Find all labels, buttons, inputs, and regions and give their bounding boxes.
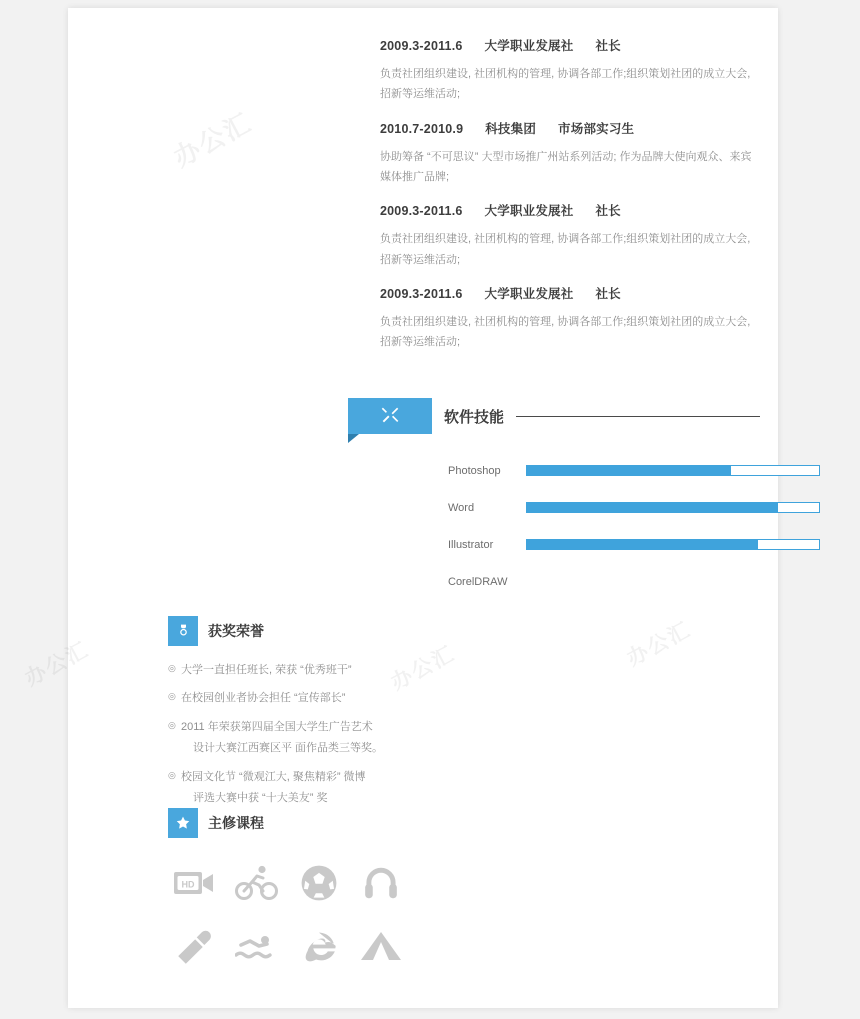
honors-section-header (168, 616, 398, 646)
hobby-icon-row (172, 924, 408, 970)
experience-date: 2009.3-2011.6 (380, 39, 463, 53)
honor-text-cont: 评选大赛中获 “十大美友” 奖 (193, 792, 328, 805)
experience-heading (380, 119, 760, 137)
honor-text-cont: 设计大赛江西赛区平 面作品类三等奖。 (193, 742, 384, 755)
honor-text: 大学一直担任班长, 荣获 “优秀班干” (181, 664, 352, 676)
skill-name: Photoshop (448, 464, 501, 477)
cycling-icon (234, 860, 280, 906)
courses-section-header (168, 808, 264, 838)
courses-section-title: 主修课程 (208, 815, 264, 831)
skill-name: Illustrator (448, 538, 494, 551)
microphone-icon (172, 924, 218, 970)
experience-item (380, 284, 760, 353)
skills-banner-rule (516, 416, 760, 417)
watermark: 办公汇 (21, 637, 94, 691)
experience-item (380, 36, 760, 105)
experience-description: 协助筹备 “不可思议” 大型市场推广州站系列活动; 作为品牌大使向观众、来宾媒体推广品牌; (380, 150, 752, 184)
skill-track (526, 465, 820, 476)
skills-section-title: 软件技能 (444, 408, 505, 426)
skill-name: Word (448, 501, 475, 514)
experience-description: 负责社团组织建设, 社团机构的管理, 协调各部工作;组织策划社团的成立大会, 招新等运维活动; (380, 316, 751, 349)
experience-date: 2010.7-2010.9 (380, 121, 464, 136)
honor-item (168, 688, 398, 709)
experience-org: 大学职业发展社 (484, 287, 574, 302)
experience-description: 负责社团组织建设, 社团机构的管理, 协调各部工作;组织策划社团的成立大会, 招新等运维活动; (380, 68, 751, 101)
internet-explorer-icon (296, 924, 342, 970)
experience-heading (380, 201, 760, 219)
experience-role: 社长 (595, 39, 621, 53)
hobby-icon-grid (172, 860, 408, 988)
headphones-icon (358, 860, 404, 906)
honors-section-title: 获奖荣誉 (208, 623, 264, 639)
star-icon (168, 808, 198, 838)
honor-item (168, 660, 398, 681)
skills-section-banner (348, 398, 760, 434)
experience-description: 负责社团组织建设, 社团机构的管理, 协调各部工作;组织策划社团的成立大会, 招新等运维活动; (380, 233, 751, 266)
experience-date: 2009.3-2011.6 (380, 204, 463, 219)
skill-fill (527, 466, 731, 475)
experience-org: 大学职业发展社 (484, 39, 574, 53)
experience-section (380, 36, 760, 367)
skill-fill (527, 503, 778, 512)
honors-section (168, 616, 398, 817)
video-camera-hd-icon (172, 860, 218, 906)
honor-text: 2011 年荣获第四届全国大学生广告艺术 (181, 720, 373, 733)
experience-org: 大学职业发展社 (484, 204, 574, 219)
experience-date: 2009.3-2011.6 (380, 287, 463, 302)
tent-icon (358, 924, 404, 970)
soccer-ball-icon (296, 860, 342, 906)
experience-heading (380, 36, 760, 54)
honor-item (168, 767, 398, 810)
watermark: 办公汇 (623, 617, 696, 671)
honor-text: 在校园创业者协会担任 “宣传部长” (181, 692, 346, 705)
skill-row (448, 563, 820, 600)
skill-track (526, 502, 820, 513)
skills-banner-ribbon (348, 398, 432, 434)
experience-org: 科技集团 (485, 121, 537, 136)
svg-text:HD: HD (181, 879, 195, 890)
skill-row (448, 526, 820, 563)
experience-item (380, 201, 760, 270)
skill-track (526, 539, 820, 550)
skill-fill (527, 540, 758, 549)
medal-icon (168, 616, 198, 646)
skill-row (448, 489, 820, 526)
hobby-icon-row (172, 860, 408, 906)
honor-item (168, 717, 398, 760)
skill-row (448, 452, 820, 489)
tools-icon (380, 405, 400, 428)
experience-role: 市场部实习生 (558, 121, 635, 136)
experience-heading (380, 284, 760, 302)
experience-role: 社长 (595, 204, 621, 219)
experience-role: 社长 (595, 287, 621, 302)
experience-item (380, 119, 760, 188)
honor-text: 校园文化节 “微观江大, 聚焦精彩” 微博 (181, 770, 366, 783)
swimming-icon (234, 924, 280, 970)
skills-list (448, 452, 820, 600)
watermark: 办公汇 (168, 106, 257, 173)
skill-name: CorelDRAW (448, 575, 508, 588)
watermark: 办公汇 (387, 641, 460, 695)
